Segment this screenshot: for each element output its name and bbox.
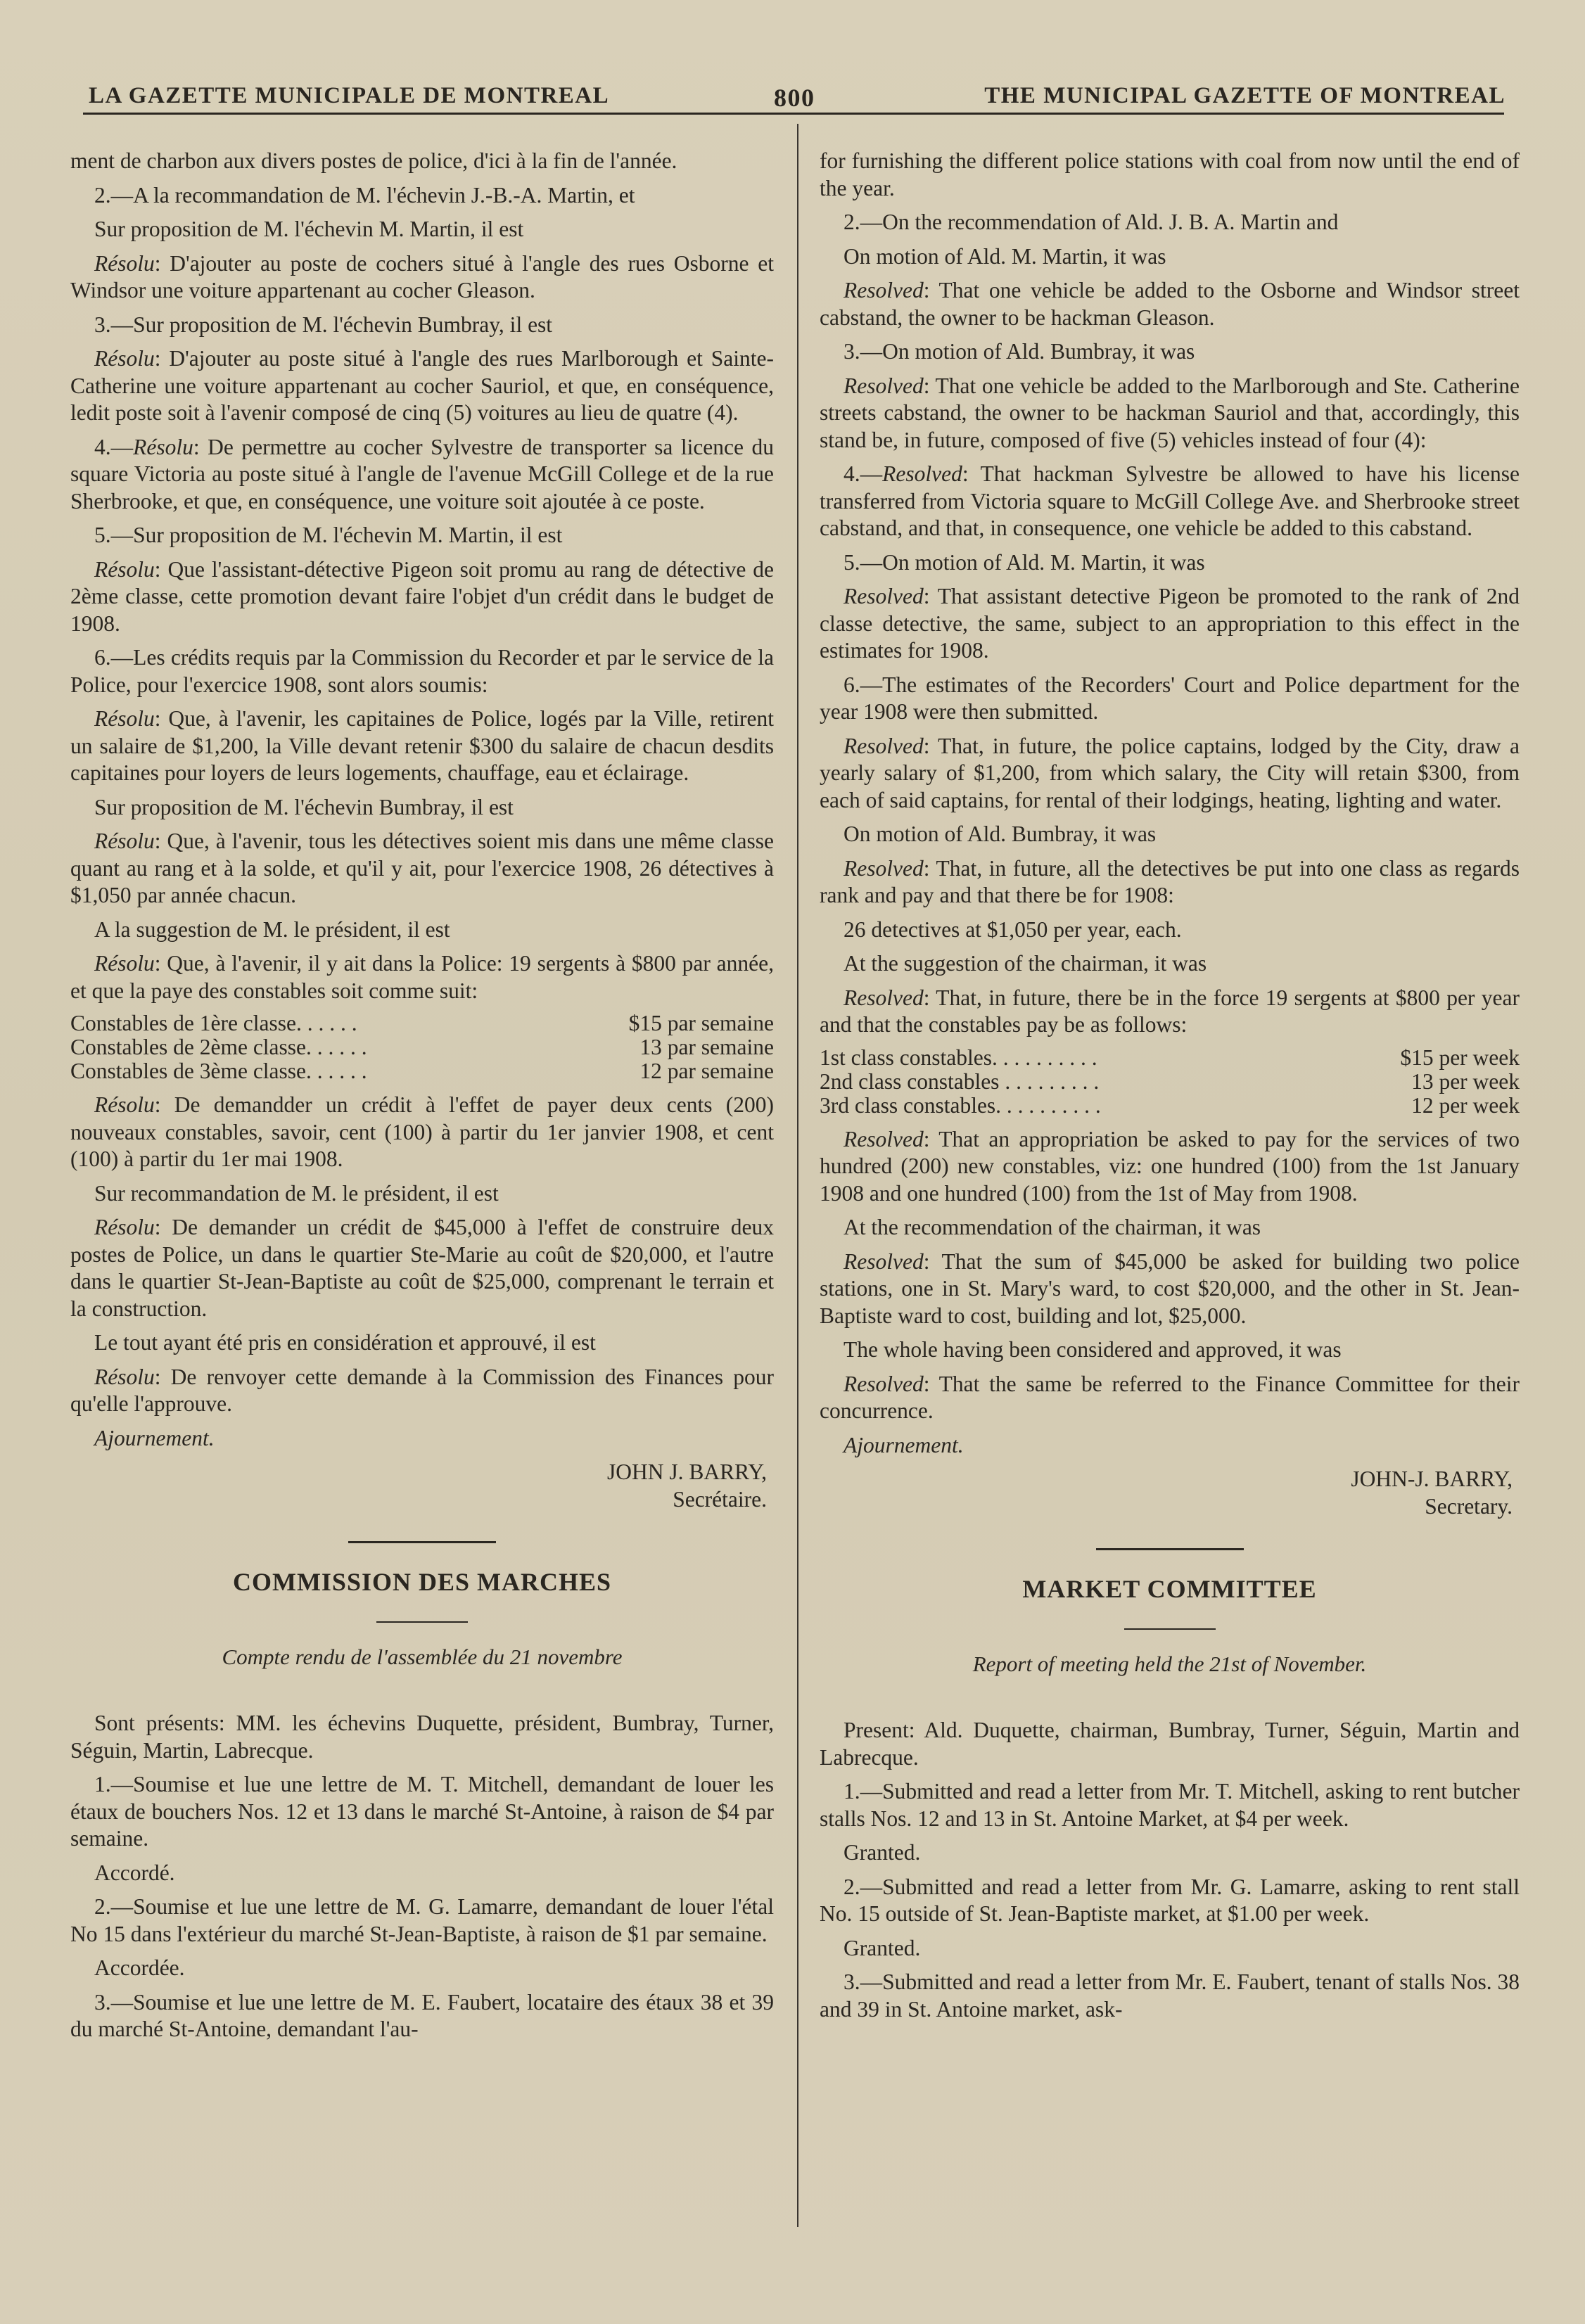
paragraph: Resolved: That the sum of $45,000 be asked for building two police stations, one in St. Mary's ward, to cost $20,000, and the other in St. Jean-Baptiste ward to cost, building and lot, $25,000. bbox=[820, 1249, 1520, 1328]
signature-role: Secretary. bbox=[1425, 1493, 1513, 1519]
paragraph: Résolu: De demandder un crédit à l'effet de payer deux cents (200) nouveaux constables, savoir, cent (100) à partir du 1er janvier 1908, et cent (100) à partir du 1er mai 1908. bbox=[70, 1092, 774, 1171]
paragraph: 26 detectives at $1,050 per year, each. bbox=[844, 917, 1182, 942]
signature-name: JOHN-J. BARRY, bbox=[1351, 1467, 1513, 1491]
resolution-label: Résolu bbox=[94, 346, 155, 371]
table-row bbox=[70, 1011, 774, 1035]
resolution-label: Résolu bbox=[94, 706, 155, 731]
paragraph: On motion of Ald. M. Martin, it was bbox=[844, 243, 1166, 269]
paragraph: Résolu: D'ajouter au poste de cochers situé à l'angle des rues Osborne et Windsor une voiture appartenant au cocher Gleason. bbox=[70, 250, 774, 302]
salary-amount: 12 per week bbox=[1411, 1092, 1520, 1118]
paragraph: Resolved: That, in future, all the detectives be put into one class as regards rank and pay and that there be for 1908: bbox=[820, 855, 1520, 907]
paragraph: 2.—Submitted and read a letter from Mr. G. Lamarre, asking to rent stall No. 15 outside of St. Jean-Baptiste market, at $1.00 per week. bbox=[820, 1874, 1520, 1926]
paragraph: 2.—Soumise et lue une lettre de M. G. Lamarre, demandant de louer l'étal No 15 dans l'extérieur du marché St-Jean-Baptiste, à raison de $1 par semaine. bbox=[70, 1894, 774, 1946]
paragraph: Sont présents: MM. les échevins Duquette, président, Bumbray, Turner, Séguin, Martin, Labrecque. bbox=[70, 1711, 774, 1763]
paragraph: 3.—Sur proposition de M. l'échevin Bumbray, il est bbox=[94, 312, 553, 337]
salary-label: Constables de 3ème classe. . . . . . bbox=[70, 1059, 367, 1083]
resolution-label: Résolu bbox=[94, 1092, 155, 1117]
paragraph: Résolu: Que, à l'avenir, les capitaines de Police, logés par la Ville, retirent un salaire de $1,200, la Ville devant retenir $300 du salaire de chacun desdits capitaines pour loyers de leurs logements, chauffage, eau et éclairage. bbox=[70, 706, 774, 785]
resolution-label: Resolved bbox=[844, 373, 924, 398]
paragraph: The whole having been considered and approved, it was bbox=[844, 1337, 1342, 1362]
salary-label: Constables de 1ère classe. . . . . . bbox=[70, 1011, 357, 1035]
table-row bbox=[70, 1059, 774, 1083]
resolution-label: Résolu bbox=[94, 951, 155, 976]
paragraph: Resolved: That, in future, there be in the force 19 sergents at $800 per year and that the constables pay be as follows: bbox=[820, 985, 1520, 1037]
adjournment: Ajournement. bbox=[844, 1432, 964, 1457]
resolution-label: Resolved bbox=[844, 1126, 924, 1151]
paragraph: Accordé. bbox=[94, 1860, 175, 1885]
resolution-label: Resolved bbox=[844, 985, 924, 1010]
signature-name: JOHN J. BARRY, bbox=[607, 1460, 767, 1484]
page-header bbox=[84, 83, 1506, 117]
paragraph: Present: Ald. Duquette, chairman, Bumbray, Turner, Séguin, Martin and Labrecque. bbox=[820, 1718, 1520, 1770]
section-divider bbox=[348, 1541, 496, 1543]
resolution-label: Résolu bbox=[94, 829, 155, 853]
salary-amount: 13 par semaine bbox=[639, 1035, 774, 1059]
salary-label: 3rd class constables. . . . . . . . . . bbox=[820, 1092, 1101, 1118]
salary-label: Constables de 2ème classe. . . . . . bbox=[70, 1035, 367, 1059]
constables-salary-table bbox=[70, 1011, 774, 1083]
resolution-label: Resolved bbox=[844, 278, 924, 302]
paragraph: Resolved: That the same be referred to the Finance Committee for their concurrence. bbox=[820, 1371, 1520, 1423]
paragraph: Accordée. bbox=[94, 1955, 185, 1980]
paragraph: Résolu: De renvoyer cette demande à la Commission des Finances pour qu'elle l'approuve. bbox=[70, 1364, 774, 1416]
paragraph: Granted. bbox=[844, 1840, 921, 1865]
salary-label: 2nd class constables . . . . . . . . . bbox=[820, 1068, 1100, 1094]
signature-role: Secrétaire. bbox=[673, 1486, 767, 1512]
paragraph: 1.—Soumise et lue une lettre de M. T. Mitchell, demandant de louer les étaux de bouchers Nos. 12 et 13 dans le marché St-Antoine, à raison de $4 par semaine. bbox=[70, 1772, 774, 1851]
paragraph: 3.—On motion of Ald. Bumbray, it was bbox=[844, 339, 1195, 364]
paragraph: Le tout ayant été pris en considération et approuvé, il est bbox=[94, 1330, 596, 1355]
paragraph: Resolved: That one vehicle be added to the Osborne and Windsor street cabstand, the owner to be hackman Gleason. bbox=[820, 278, 1520, 330]
section-title: MARKET COMMITTEE bbox=[1022, 1575, 1317, 1603]
paragraph: At the suggestion of the chairman, it was bbox=[844, 951, 1207, 976]
table-row bbox=[820, 1046, 1520, 1070]
paragraph: Sur proposition de M. l'échevin Bumbray, il est bbox=[94, 794, 514, 819]
paragraph: Résolu: Que l'assistant-détective Pigeon soit promu au rang de détective de 2ème classe, cette promotion devant faire l'objet d'un crédit dans le budget de 1908. bbox=[70, 556, 774, 636]
resolution-label: Résolu bbox=[94, 1215, 155, 1239]
page-number: 800 bbox=[774, 84, 815, 112]
title-underline bbox=[1124, 1628, 1216, 1630]
paragraph: Resolved: That assistant detective Pigeon be promoted to the rank of 2nd classe detective, the same, subject to an appropriation to this effect in the estimates for 1908. bbox=[820, 584, 1520, 663]
adjournment: Ajournement. bbox=[94, 1425, 215, 1450]
resolution-label: Resolved bbox=[844, 584, 924, 608]
paragraph: ment de charbon aux divers postes de police, d'ici à la fin de l'année. bbox=[70, 148, 677, 173]
paragraph: for furnishing the different police stations with coal from now until the end of the year. bbox=[820, 148, 1520, 200]
section-subtitle: Report of meeting held the 21st of November. bbox=[972, 1651, 1367, 1676]
salary-amount: 13 per week bbox=[1411, 1068, 1520, 1094]
salary-amount: $15 per week bbox=[1400, 1045, 1520, 1070]
salary-amount: 12 par semaine bbox=[639, 1059, 774, 1083]
left-column-french bbox=[70, 148, 774, 2050]
paragraph: 6.—Les crédits requis par la Commission du Recorder et par le service de la Police, pour l'exercice 1908, sont alors soumis: bbox=[70, 645, 774, 697]
title-underline bbox=[376, 1621, 468, 1623]
resolution-label: Résolu bbox=[94, 250, 155, 276]
paragraph: Resolved: That an appropriation be asked to pay for the services of two hundred (200) new constables, viz: one hundred (100) from the 1st January 1908 and one hundred (100) from the 1st of May from 1908. bbox=[820, 1126, 1520, 1206]
paragraph: At the recommendation of the chairman, it was bbox=[844, 1215, 1261, 1239]
paragraph: Résolu: De demander un crédit de $45,000 à l'effet de construire deux postes de Police, un dans le quartier Ste-Marie au coût de $20,000, et l'autre dans le quartier St-Jean-Baptiste au coût de $25,000, comprenant le terrain et la construction. bbox=[70, 1215, 774, 1321]
paragraph: A la suggestion de M. le président, il est bbox=[94, 917, 450, 942]
paragraph: 1.—Submitted and read a letter from Mr. T. Mitchell, asking to rent butcher stalls Nos. 12 and 13 in St. Antoine Market, at $4 per week. bbox=[820, 1779, 1520, 1831]
right-column-english bbox=[820, 148, 1520, 2030]
paragraph: 5.—On motion of Ald. M. Martin, it was bbox=[844, 549, 1205, 575]
paragraph: 2.—A la recommandation de M. l'échevin J.-B.-A. Martin, et bbox=[94, 182, 635, 208]
paragraph: 5.—Sur proposition de M. l'échevin M. Martin, il est bbox=[94, 523, 563, 547]
header-title-english: THE MUNICIPAL GAZETTE OF MONTREAL bbox=[984, 83, 1506, 108]
table-row bbox=[820, 1094, 1520, 1118]
resolution-label: Resolved bbox=[844, 1371, 924, 1396]
column-divider bbox=[797, 124, 798, 2227]
resolution-label: Resolved bbox=[844, 733, 924, 758]
salary-label: 1st class constables. . . . . . . . . . bbox=[820, 1045, 1097, 1070]
paragraph: Résolu: Que, à l'avenir, tous les détectives soient mis dans une même classe quant au rang et à la solde, et qu'il y ait, pour l'exercice 1908, 26 détectives à $1,050 par année chacun. bbox=[70, 829, 774, 907]
paragraph: Granted. bbox=[844, 1935, 921, 1960]
resolution-label: Résolu bbox=[94, 556, 155, 582]
resolution-label: Resolved bbox=[844, 855, 924, 881]
resolution-label: Résolu bbox=[94, 1364, 155, 1389]
paragraph: 6.—The estimates of the Recorders' Court and Police department for the year 1908 were then submitted. bbox=[820, 672, 1520, 724]
paragraph: Sur recommandation de M. le président, il est bbox=[94, 1180, 499, 1206]
table-row bbox=[820, 1070, 1520, 1094]
resolution-label: Resolved bbox=[882, 461, 962, 486]
table-row bbox=[70, 1035, 774, 1059]
salary-amount: $15 par semaine bbox=[628, 1011, 774, 1035]
section-title: COMMISSION DES MARCHES bbox=[232, 1568, 612, 1596]
paragraph: Resolved: That one vehicle be added to the Marlborough and Ste. Catherine streets cabstand, the owner to be hackman Sauriol and that, accordingly, this stand be, in future, composed of five (5) vehicles instead of four (4): bbox=[820, 373, 1520, 452]
paragraph: Sur proposition de M. l'échevin M. Martin, il est bbox=[94, 217, 524, 241]
paragraph: 4.—Résolu: De permettre au cocher Sylvestre de transporter sa licence du square Victoria au poste situé à l'angle de l'avenue McGill College et de la rue Sherbrooke, et que, en conséquence, une voiture soit ajoutée à ce poste. bbox=[70, 434, 774, 513]
section-divider bbox=[1096, 1548, 1244, 1550]
paragraph: On motion of Ald. Bumbray, it was bbox=[844, 822, 1157, 846]
paragraph: 3.—Submitted and read a letter from Mr. E. Faubert, tenant of stalls Nos. 38 and 39 in St. Antoine market, ask- bbox=[820, 1969, 1520, 2022]
resolution-label: Resolved bbox=[844, 1249, 924, 1274]
header-rule bbox=[83, 113, 1504, 115]
paragraph: Résolu: D'ajouter au poste situé à l'angle des rues Marlborough et Sainte-Catherine une voiture appartenant au cocher Sauriol, et que, en conséquence, ledit poste soit à l'avenir composé de cinq (5) voitures au lieu de quatre (4). bbox=[70, 346, 774, 425]
paragraph: Résolu: Que, à l'avenir, il y ait dans la Police: 19 sergents à $800 par année, et que la paye des constables soit comme suit: bbox=[70, 951, 774, 1003]
paragraph: 4.—Resolved: That hackman Sylvestre be allowed to have his license transferred from Victoria square to McGill College Ave. and Sherbrooke street cabstand, and that, in consequence, one vehicle be added to this cabstand. bbox=[820, 461, 1520, 540]
paragraph: 2.—On the recommendation of Ald. J. B. A. Martin and bbox=[844, 210, 1339, 234]
paragraph: 3.—Soumise et lue une lettre de M. E. Faubert, locataire des étaux 38 et 39 du marché St-Antoine, demandant l'au- bbox=[70, 1989, 774, 2041]
section-subtitle: Compte rendu de l'assemblée du 21 novembre bbox=[222, 1644, 623, 1669]
paragraph: Resolved: That, in future, the police captains, lodged by the City, draw a yearly salary of $1,200, from which salary, the City will retain $300, from each of said captains, for rental of their lodgings, heating, lighting and water. bbox=[820, 733, 1520, 812]
resolution-label: Résolu bbox=[133, 434, 193, 459]
constables-salary-table bbox=[820, 1046, 1520, 1118]
header-title-french: LA GAZETTE MUNICIPALE DE MONTREAL bbox=[89, 83, 610, 108]
